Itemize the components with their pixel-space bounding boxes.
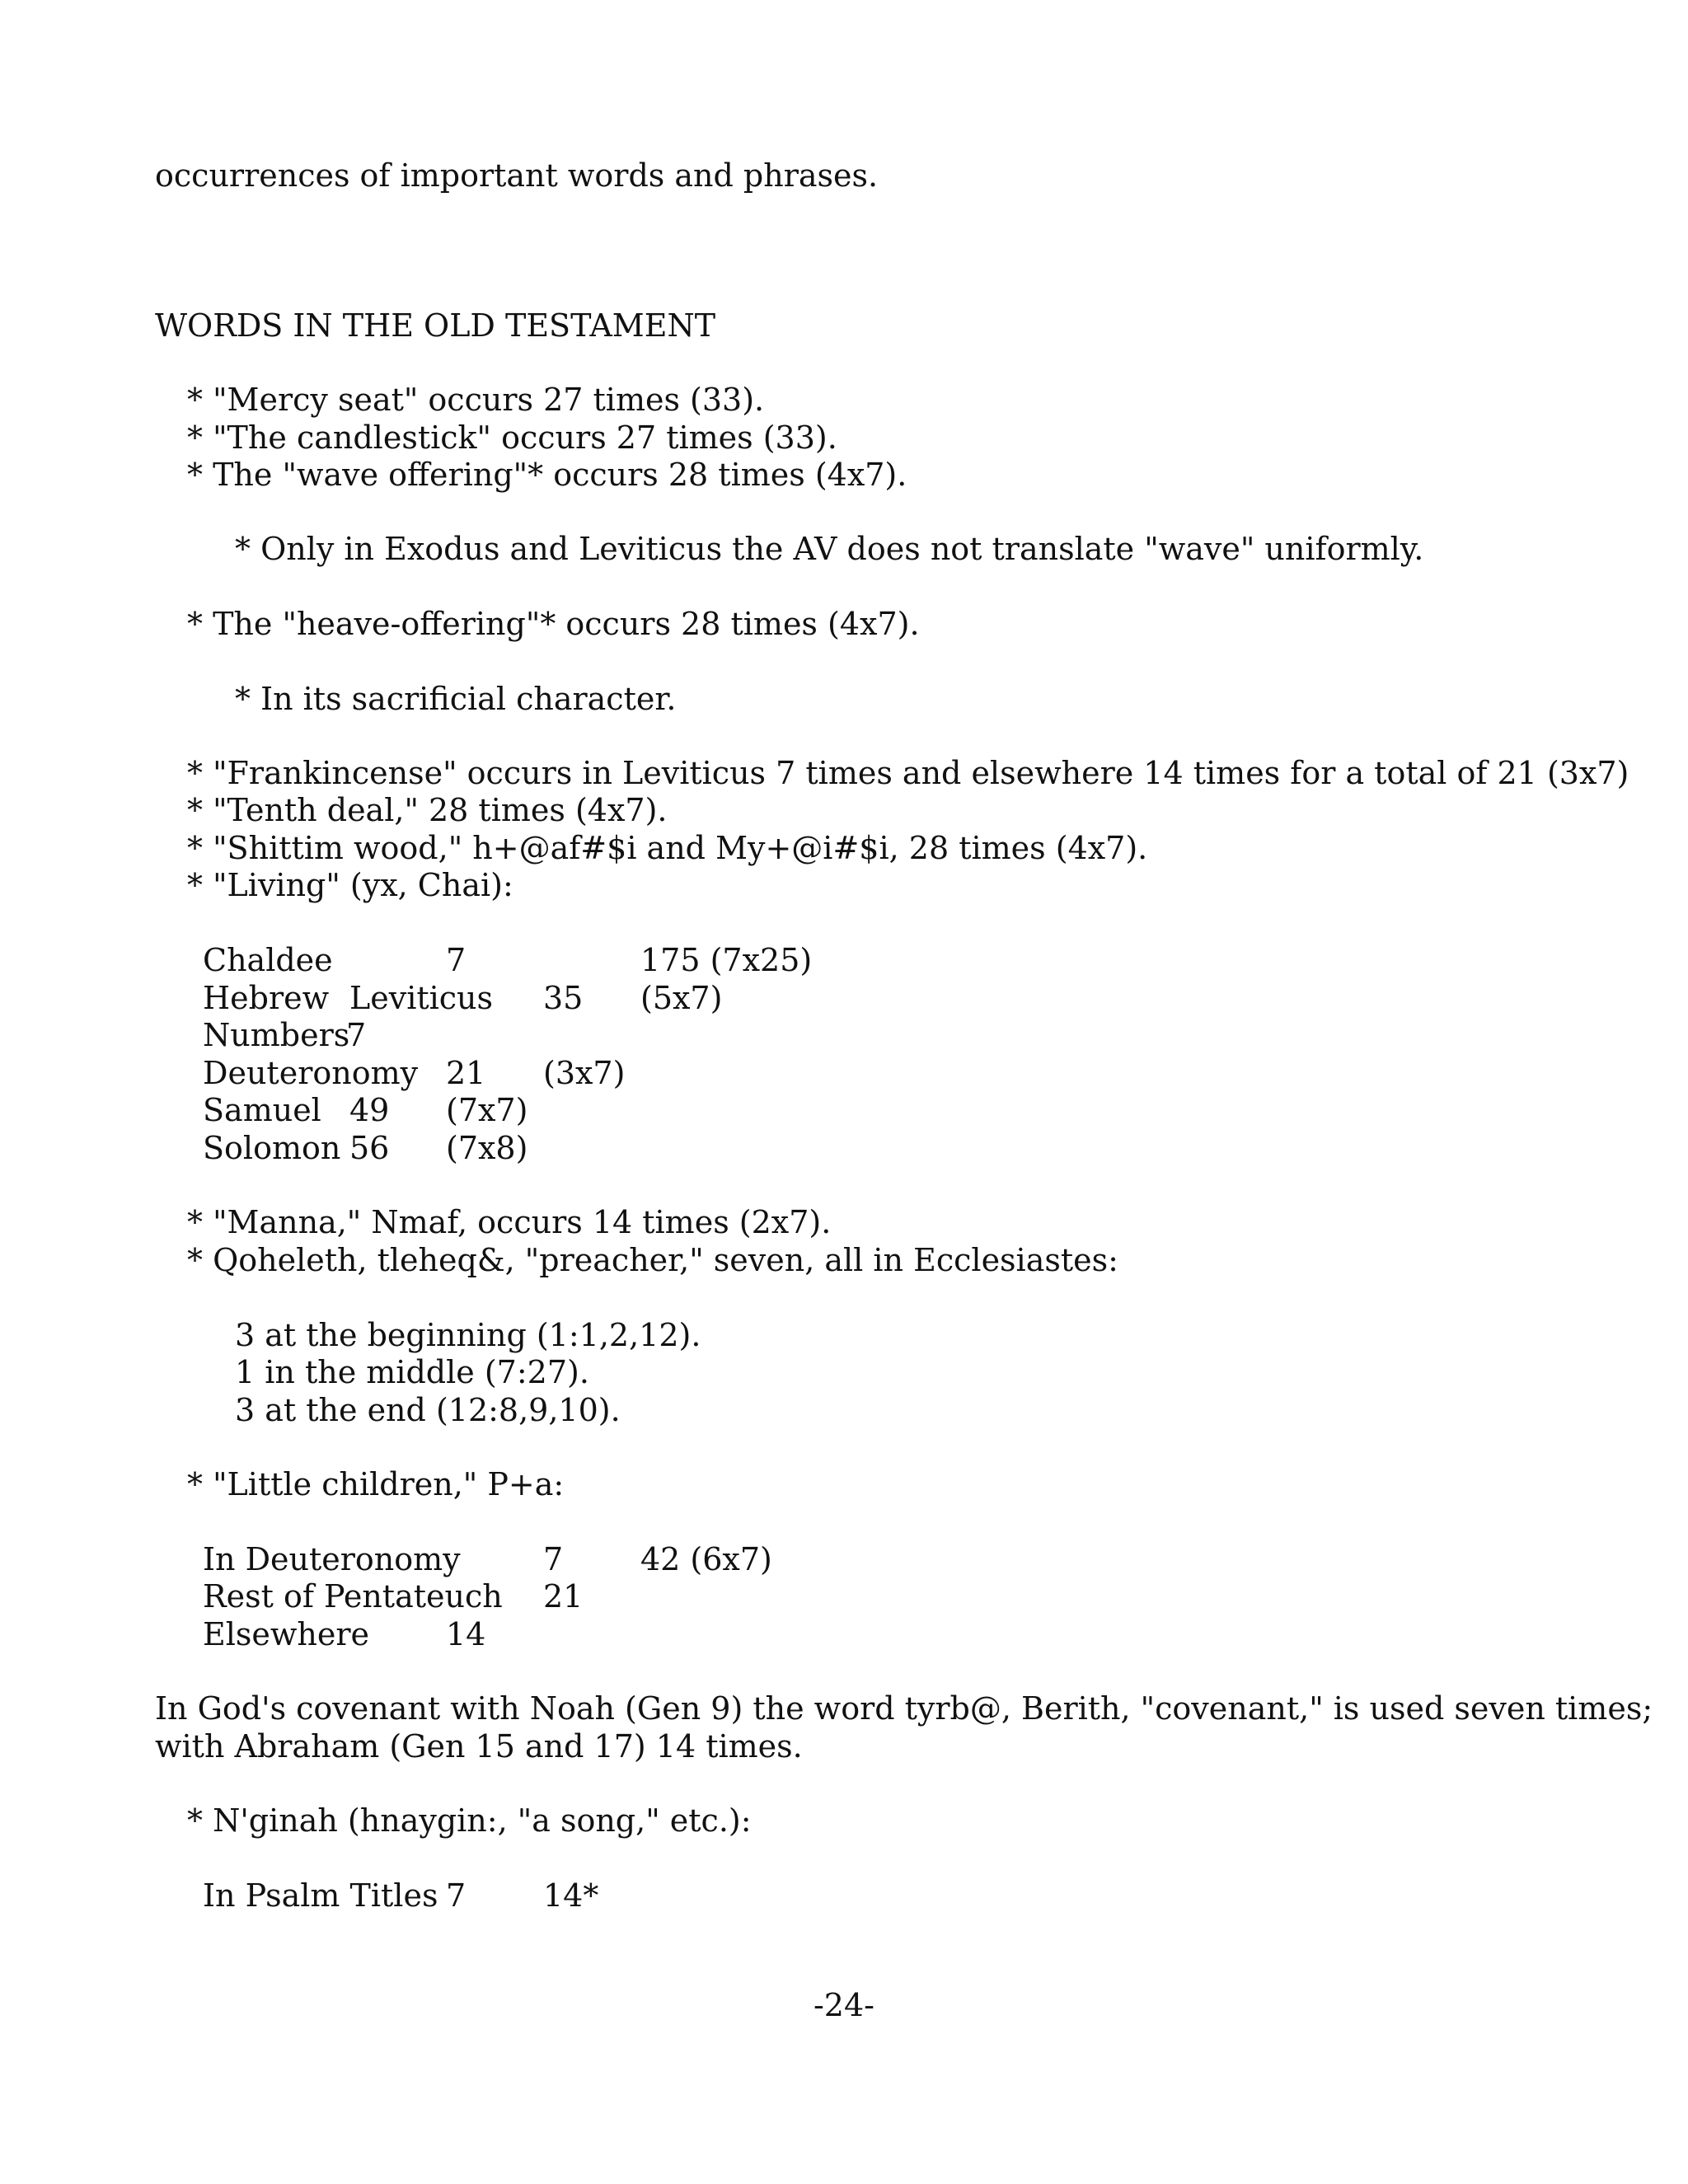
living-table-cell: 49 — [349, 1092, 390, 1128]
bullet-frankincense: * "Frankincense" occurs in Leviticus 7 times and elsewhere 14 times for a total of 21 (3x7) — [187, 755, 1629, 791]
living-table-cell: 7 — [346, 1017, 367, 1053]
living-table-cell: Numbers — [203, 1017, 350, 1053]
living-table-cell: 7 — [446, 942, 467, 978]
bullet-tenth-deal: * "Tenth deal," 28 times (4x7). — [187, 792, 668, 828]
bullet-manna: * "Manna," Nmaf, occurs 14 times (2x7). — [187, 1204, 832, 1240]
children-table-cell: 42 (6x7) — [640, 1541, 772, 1577]
qoheleth-line: 3 at the beginning (1:1,2,12). — [235, 1317, 701, 1353]
living-table-cell: Samuel — [203, 1092, 321, 1128]
children-table-cell: Elsewhere — [203, 1616, 370, 1652]
children-table-cell: Rest of Pentateuch — [203, 1578, 503, 1615]
living-table-cell: 21 — [446, 1055, 486, 1091]
living-table-cell: 35 — [543, 980, 584, 1016]
bullet-shittim-wood: * "Shittim wood," h+@af#$i and My+@i#$i, 28 times (4x7). — [187, 830, 1148, 866]
covenant-paragraph-line: In God's covenant with Noah (Gen 9) the word tyrb@, Berith, "covenant," is used seven times; — [155, 1690, 1653, 1727]
psalm-table-cell: 14* — [543, 1877, 599, 1914]
children-table-cell: In Deuteronomy — [203, 1541, 461, 1577]
psalm-table-cell: 7 — [446, 1877, 467, 1914]
bullet-candlestick: * "The candlestick" occurs 27 times (33). — [187, 419, 837, 456]
living-table-cell: Chaldee — [203, 942, 333, 978]
living-table-cell: (5x7) — [640, 980, 723, 1016]
living-table-cell: Deuteronomy — [203, 1055, 419, 1091]
bullet-heave-offering: * The "heave-offering"* occurs 28 times (4x7). — [187, 606, 920, 642]
note-wave: * Only in Exodus and Leviticus the AV does not translate "wave" uniformly. — [235, 531, 1424, 567]
living-table-cell: Hebrew — [203, 980, 330, 1016]
living-table-cell: Solomon — [203, 1130, 341, 1166]
children-table-cell: 14 — [446, 1616, 486, 1652]
qoheleth-line: 1 in the middle (7:27). — [235, 1354, 589, 1390]
bullet-nginah: * N'ginah (hnaygin:, "a song," etc.): — [187, 1802, 752, 1839]
living-table-cell: Leviticus — [349, 980, 494, 1016]
children-table-cell: 7 — [543, 1541, 564, 1577]
intro-line: occurrences of important words and phrases. — [155, 157, 879, 194]
bullet-living: * "Living" (yx, Chai): — [187, 867, 513, 903]
living-table-cell: (7x7) — [446, 1092, 528, 1128]
page-number: -24- — [813, 1987, 875, 2023]
bullet-mercy-seat: * "Mercy seat" occurs 27 times (33). — [187, 382, 765, 418]
psalm-table-cell: In Psalm Titles — [203, 1877, 438, 1914]
section-heading: WORDS IN THE OLD TESTAMENT — [155, 307, 716, 344]
covenant-paragraph-line: with Abraham (Gen 15 and 17) 14 times. — [155, 1728, 803, 1765]
living-table-cell: (3x7) — [543, 1055, 626, 1091]
bullet-wave-offering: * The "wave offering"* occurs 28 times (4x7). — [187, 457, 907, 493]
note-heave: * In its sacrificial character. — [235, 681, 677, 717]
children-table-cell: 21 — [543, 1578, 584, 1615]
bullet-qoheleth: * Qoheleth, tleheq&, "preacher," seven, all in Ecclesiastes: — [187, 1242, 1118, 1278]
living-table-cell: 56 — [349, 1130, 390, 1166]
living-table-cell: (7x8) — [446, 1130, 528, 1166]
living-table-cell: 175 (7x25) — [640, 942, 813, 978]
bullet-little-children: * "Little children," P+a: — [187, 1466, 565, 1502]
qoheleth-line: 3 at the end (12:8,9,10). — [235, 1392, 621, 1428]
